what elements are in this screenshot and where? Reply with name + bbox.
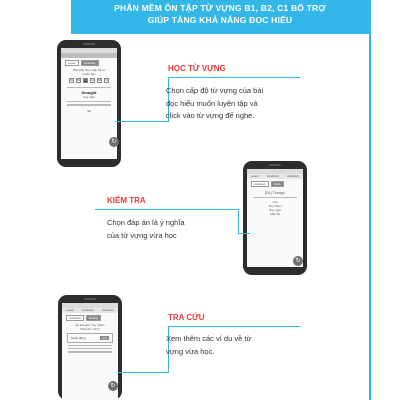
phone-camera xyxy=(84,298,96,300)
section-desc-vocabulary xyxy=(166,85,263,123)
tab-lesson[interactable]: Lesson xyxy=(65,60,79,66)
tab-vocabulary-2[interactable]: Vocabulary xyxy=(102,309,114,312)
tab-lesson[interactable]: Lesson xyxy=(251,175,259,178)
level-selector xyxy=(61,76,117,85)
phone-mockup-lookup xyxy=(58,295,122,400)
divider xyxy=(68,345,112,346)
desc-line: click vào từ vựng để nghe. xyxy=(166,111,255,120)
pill-reading[interactable]: Reading xyxy=(86,315,101,321)
dictionary-entry: [b] thought: Tuy nhiên xyxy=(75,323,105,327)
refresh-icon[interactable]: ↻ xyxy=(293,256,303,266)
desc-line: vựng vừa học. xyxy=(166,346,215,356)
title-banner xyxy=(71,0,369,34)
check-screen xyxy=(247,169,303,267)
refresh-icon[interactable]: ↻ xyxy=(108,381,118,391)
mode-pills xyxy=(62,313,118,323)
divider xyxy=(67,101,111,102)
divider xyxy=(68,351,112,352)
top-tabs xyxy=(247,174,303,179)
answer-option[interactable]: Suy nghĩ xyxy=(269,208,281,213)
desc-line: đọc hiểu muốn luyện tập và xyxy=(166,98,258,108)
phone-camera xyxy=(83,43,95,45)
check-question: [B1] Though xyxy=(265,191,285,195)
desc-line: Chọn cấp độ từ vựng của bài xyxy=(166,86,264,95)
underline-lookup xyxy=(168,326,300,327)
level-button[interactable]: B3 xyxy=(98,80,101,82)
level-button-active[interactable]: C1 xyxy=(84,80,87,82)
divider xyxy=(67,87,111,88)
divider xyxy=(68,348,112,349)
tab-vocabulary[interactable]: Vocabulary xyxy=(81,60,99,66)
connector-horizontal-check xyxy=(238,233,250,234)
level-prompt-line-1: Bạn hãy chọn cấp độ từ xyxy=(73,68,105,72)
pill-vocabulary[interactable]: Vocabulary xyxy=(251,181,269,187)
pill-vocabulary[interactable]: Vocabulary xyxy=(66,315,84,321)
top-tabs xyxy=(62,308,118,313)
mode-pills xyxy=(247,179,303,189)
tab-vocabulary[interactable]: Vocabulary xyxy=(82,309,94,312)
answer-option[interactable]: Mặc dù xyxy=(270,212,280,217)
refresh-icon[interactable]: ↻ xyxy=(109,137,119,147)
tab-vocabulary-2[interactable]: Vocabulary xyxy=(287,175,299,178)
level-button[interactable]: B1 xyxy=(70,80,73,82)
phone-mockup-check xyxy=(243,161,307,275)
level-button[interactable]: C4 xyxy=(105,80,108,82)
connector-horizontal-lookup xyxy=(117,372,169,373)
section-title-check: KIỂM TRA xyxy=(107,196,146,205)
desc-line: của từ vựng vừa học xyxy=(107,230,177,240)
desc-line: Chọn đáp án là ý nghĩa xyxy=(107,218,185,227)
section-title-vocabulary: HỌC TỪ VỰNG xyxy=(168,64,226,73)
divider xyxy=(253,197,297,198)
section-desc-check xyxy=(107,217,185,242)
pill-check[interactable]: Check xyxy=(271,181,284,187)
level-button[interactable]: B2 xyxy=(77,80,80,82)
banner-title-line-2: GIÚP TĂNG KHẢ NĂNG ĐỌC HIỂU xyxy=(147,15,293,25)
footer-word: tiết xyxy=(86,108,91,113)
view-button[interactable]: Xem xyxy=(102,336,107,340)
word-type: Danh động xyxy=(71,336,86,340)
vocab-word[interactable]: thought xyxy=(81,90,97,96)
connector-horizontal-vocabulary xyxy=(115,121,169,122)
connector-vertical-check xyxy=(238,209,239,233)
right-border-line xyxy=(369,0,371,400)
phone-camera xyxy=(269,164,281,166)
banner-title-line-1: PHẦN MỀM ÔN TẬP TỪ VỰNG B1, B2, C1 BỔ TRỢ xyxy=(114,3,326,13)
section-title-lookup: TRA CỨU xyxy=(168,313,205,322)
answer-option[interactable]: Lúc xyxy=(272,200,278,205)
dictionary-pronunciation: Phát âm: /θɔːt/ xyxy=(80,327,100,331)
answer-option[interactable]: Tuy nhiên xyxy=(268,204,282,209)
vocab-meaning: Suy nghĩ xyxy=(83,95,95,100)
level-prompt-line-2: muốn học xyxy=(82,72,96,76)
phone-mockup-vocabulary xyxy=(57,40,121,167)
tab-lesson[interactable]: Lesson xyxy=(66,309,74,312)
underline-check xyxy=(95,209,238,210)
underline-vocabulary xyxy=(168,77,300,78)
desc-line: Xem thêm các ví dụ về từ xyxy=(166,334,252,343)
tab-vocabulary[interactable]: Vocabulary xyxy=(267,175,279,178)
lesson-tabs xyxy=(61,58,117,68)
section-desc-lookup xyxy=(166,333,251,358)
level-button[interactable]: C2 xyxy=(91,80,94,82)
divider xyxy=(67,104,111,105)
word-type-box xyxy=(67,333,113,343)
